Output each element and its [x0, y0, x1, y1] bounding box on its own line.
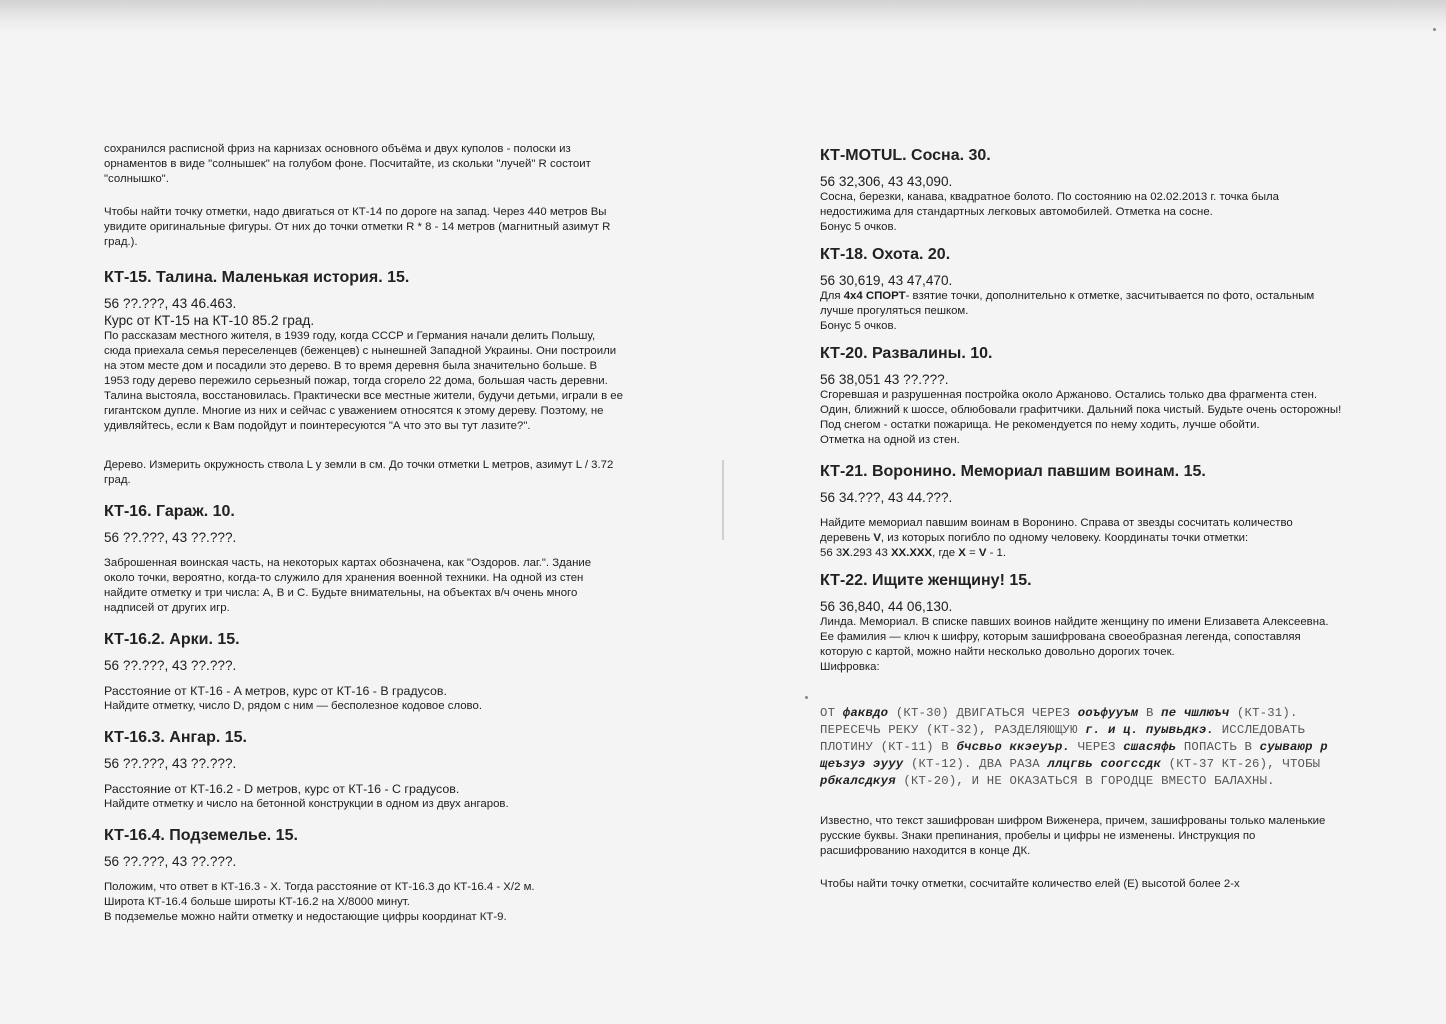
kt22-coord: 56 36,840, 44 06,130. — [820, 599, 953, 614]
kt21-v2: V — [978, 547, 987, 559]
kt21-xx: XX.XXX — [890, 547, 933, 559]
kt15-story: По рассказам местного жителя, в 1939 году, когда СССР и Германия начали делить Польшу, сюда приехала семья переселенцев (беженцев) с нынешней Западной Украины. Они построили на этом месте дом и посадили это дерево. В то время деревня была значительно больше. В 1953 году дерево пережило серьезный пожар, тогда сгорело 22 дома, большая часть деревни. Талина выстояла, восстановилась. Практически все местные жители, будучи детьми, играли в ее гигантском дупле. Многие из них и сейчас с уважением относятся к этому дереву. Поэтому, не удивляйтесь, если к Вам подойдут и поинтересуются "А что это вы тут лазите?". — [104, 330, 623, 432]
kt15-task: Дерево. Измерить окружность ствола L у земли в см. До точки отметки L метров, азимут L / 3.72 град. — [104, 459, 614, 486]
kt22-title: КТ-22. Ищите женщину! 15. — [820, 572, 1032, 589]
kt21-formula — [820, 546, 1345, 561]
kt162-line2: Найдите отметку, число D, рядом с ним — бесполезное кодовое слово. — [104, 700, 482, 712]
kt20-coord: 56 38,051 43 ??.???. — [820, 372, 949, 387]
cipher-word: сшасяфь — [1123, 740, 1177, 754]
scan-edge — [0, 0, 1446, 34]
kt20-text2: Отметка на одной из стен. — [820, 434, 960, 446]
kt162-coord: 56 ??.???, 43 ??.???. — [104, 658, 237, 673]
cipher-part: ИССЛЕДОВАТЬ ПЛОТИНУ (КТ-11) В — [820, 723, 1306, 754]
kt162-title: КТ-16.2. Арки. 15. — [104, 631, 240, 648]
kt21-coord: 56 34.???, 43 44.???. — [820, 490, 953, 505]
kt18-class: 4х4 СПОРТ — [843, 290, 906, 302]
kt22-shifr-label: Шифровка: — [820, 661, 880, 673]
kt18-bonus: Бонус 5 очков. — [820, 320, 897, 332]
cipher-word: ооъфууъм — [1077, 706, 1139, 720]
kt21-text-a: Найдите мемориал павшим воинам в Воронино. Справа от звезды сосчитать количество деревень — [820, 517, 1293, 544]
cipher-text — [820, 705, 1345, 790]
page-fold — [722, 460, 724, 540]
kt164-title: КТ-16.4. Подземелье. 15. — [104, 827, 298, 844]
kt163-line2: Найдите отметку и число на бетонной конструкции в одном из двух ангаров. — [104, 798, 509, 810]
kt164-line1: Положим, что ответ в КТ-16.3 - X. Тогда расстояние от КТ-16.3 до КТ-16.4 - X/2 м. — [104, 881, 535, 893]
kt16-text: Заброшенная воинская часть, на некоторых картах обозначена, как "Оздоров. лаг.". Здание около точки, вероятно, когда-то служило для хранения военной техники. На одной из стен найдите отметку и три числа: A, B и C. Будьте внимательны, на объектах в/ч очень много надписей от других игр. — [104, 557, 592, 614]
kt164-coord: 56 ??.???, 43 ??.???. — [104, 854, 237, 869]
kt16-title: КТ-16. Гараж. 10. — [104, 503, 235, 520]
cipher-part: (КТ-31). ПЕРЕСЕЧЬ РЕКУ (КТ-32), РАЗДЕЛЯЮЩУЮ — [820, 706, 1298, 737]
cipher-word: факвдо — [842, 706, 889, 720]
kt21-f4: = — [965, 547, 979, 559]
cipher-word: суываюр р щеъзуэ эууу — [820, 740, 1328, 771]
kt21-title: КТ-21. Воронино. Мемориал павшим воинам. 15. — [820, 463, 1206, 480]
kt22-text: Линда. Мемориал. В списке павших воинов найдите женщину по имени Елизавета Алексеевна. Ее фамилия — ключ к шифру, которым зашифрована своеобразная легенда, сопоставляя которую с картой, можно найти несколько довольно дорогих точек. — [820, 616, 1329, 658]
kt22-last: Чтобы найти точку отметки, сосчитайте количество елей (Е) высотой более 2-х — [820, 878, 1240, 890]
kt21-f3: , где — [932, 547, 959, 559]
kt163-title: КТ-16.3. Ангар. 15. — [104, 729, 247, 746]
cipher-part: (КТ-12). ДВА РАЗА — [903, 757, 1048, 771]
kt21-text — [820, 516, 1345, 546]
scan-speck — [805, 696, 808, 699]
kt15-title: КТ-15. Талина. Маленькая история. 15. — [104, 269, 410, 286]
kt18-text-a: Для — [820, 290, 844, 302]
kt21-v: V — [873, 532, 881, 544]
cipher-word: г. и ц. пуывьдкэ. — [1085, 723, 1215, 737]
kt18-text-b: - взятие точки, дополнительно к отметке, засчитывается по фото, остальным лучше прогуляться пешком. — [820, 290, 1315, 317]
cipher-word: ллцгвь соогссдк — [1047, 757, 1162, 771]
kt21-f1: 56 3 — [820, 547, 843, 559]
intro-instructions: Чтобы найти точку отметки, надо двигаться от КТ-14 по дороге на запад. Через 440 метров Вы увидите оригинальные фигуры. От них до точки отметки R * 8 - 14 метров (магнитный азимут R град.). — [104, 206, 611, 248]
motul-title: КТ-MOTUL. Сосна. 30. — [820, 147, 991, 164]
kt164-line2: Широта КТ-16.4 больше широты КТ-16.2 на X/8000 минут. — [104, 896, 410, 908]
kt15-course: Курс от КТ-15 на КТ-10 85.2 град. — [104, 313, 315, 328]
motul-text: Сосна, березки, канава, квадратное болото. По состоянию на 02.02.2013 г. точка была недостижима для стандартных легковых автомобилей. Отметка на сосне. — [820, 191, 1279, 218]
kt164-line3: В подземелье можно найти отметку и недостающие цифры координат КТ-9. — [104, 911, 507, 923]
kt18-text — [820, 289, 1345, 319]
right-page — [820, 146, 1345, 892]
kt21-f5: - 1. — [986, 547, 1007, 559]
cipher-word: рбкалсдкуя — [820, 774, 896, 788]
intro-text: сохранился расписной фриз на карнизах основного объёма и двух куполов - полоски из орнаментов в виде "солнышек" на голубом фоне. Посчитайте, из скольки "лучей" R состоит "солнышко". — [104, 143, 591, 185]
left-page — [104, 142, 624, 925]
cipher-word: пе чшлюъч — [1161, 706, 1230, 720]
kt21-x2: X — [958, 547, 966, 559]
kt21-f2: .293 43 — [849, 547, 891, 559]
cipher-part: ОТ — [820, 706, 843, 720]
kt163-coord: 56 ??.???, 43 ??.???. — [104, 756, 237, 771]
scan-speck — [1433, 28, 1436, 31]
cipher-word: бчсвьо ккэеуър. — [956, 740, 1071, 754]
kt15-coord: 56 ??.???, 43 46.463. — [104, 296, 237, 311]
cipher-part: (КТ-20), И НЕ ОКАЗАТЬСЯ В ГОРОДЦЕ ВМЕСТО БАЛАХНЫ. — [895, 774, 1275, 788]
kt16-coord: 56 ??.???, 43 ??.???. — [104, 530, 237, 545]
kt20-text: Сгоревшая и разрушенная постройка около Аржаново. Остались только два фрагмента стен. Один, ближний к шоссе, облюбовали графитчики. Дальний пока чистый. Будьте очень осторожны! Под снегом - остатки пожарища. Не рекомендуется по нему ходить, лучше обойти. — [820, 389, 1342, 431]
kt22-note: Известно, что текст зашифрован шифром Виженера, причем, зашифрованы только маленькие русские буквы. Знаки препинания, пробелы и цифры не изменены. Инструкция по расшифрованию находится в конце ДК. — [820, 815, 1326, 857]
cipher-part: (КТ-37 КТ-26), ЧТОБЫ — [1161, 757, 1321, 771]
kt162-line1: Расстояние от КТ-16 - A метров, курс от КТ-16 - B градусов. — [104, 684, 447, 698]
kt21-text-b: , из которых погибло по одному человеку. Координаты точки отметки: — [880, 532, 1249, 544]
kt20-title: КТ-20. Развалины. 10. — [820, 345, 993, 362]
motul-bonus: Бонус 5 очков. — [820, 221, 897, 233]
cipher-part: В — [1138, 706, 1162, 720]
kt18-title: КТ-18. Охота. 20. — [820, 246, 951, 263]
cipher-part: ЧЕРЕЗ — [1070, 740, 1124, 754]
kt18-coord: 56 30,619, 43 47,470. — [820, 273, 953, 288]
motul-coord: 56 32,306, 43 43,090. — [820, 174, 953, 189]
cipher-part: ПОПАСТЬ В — [1176, 740, 1260, 754]
cipher-part: (КТ-30) ДВИГАТЬСЯ ЧЕРЕЗ — [888, 706, 1078, 720]
kt21-x: X — [842, 547, 850, 559]
kt163-line1: Расстояние от КТ-16.2 - D метров, курс от КТ-16 - C градусов. — [104, 782, 460, 796]
